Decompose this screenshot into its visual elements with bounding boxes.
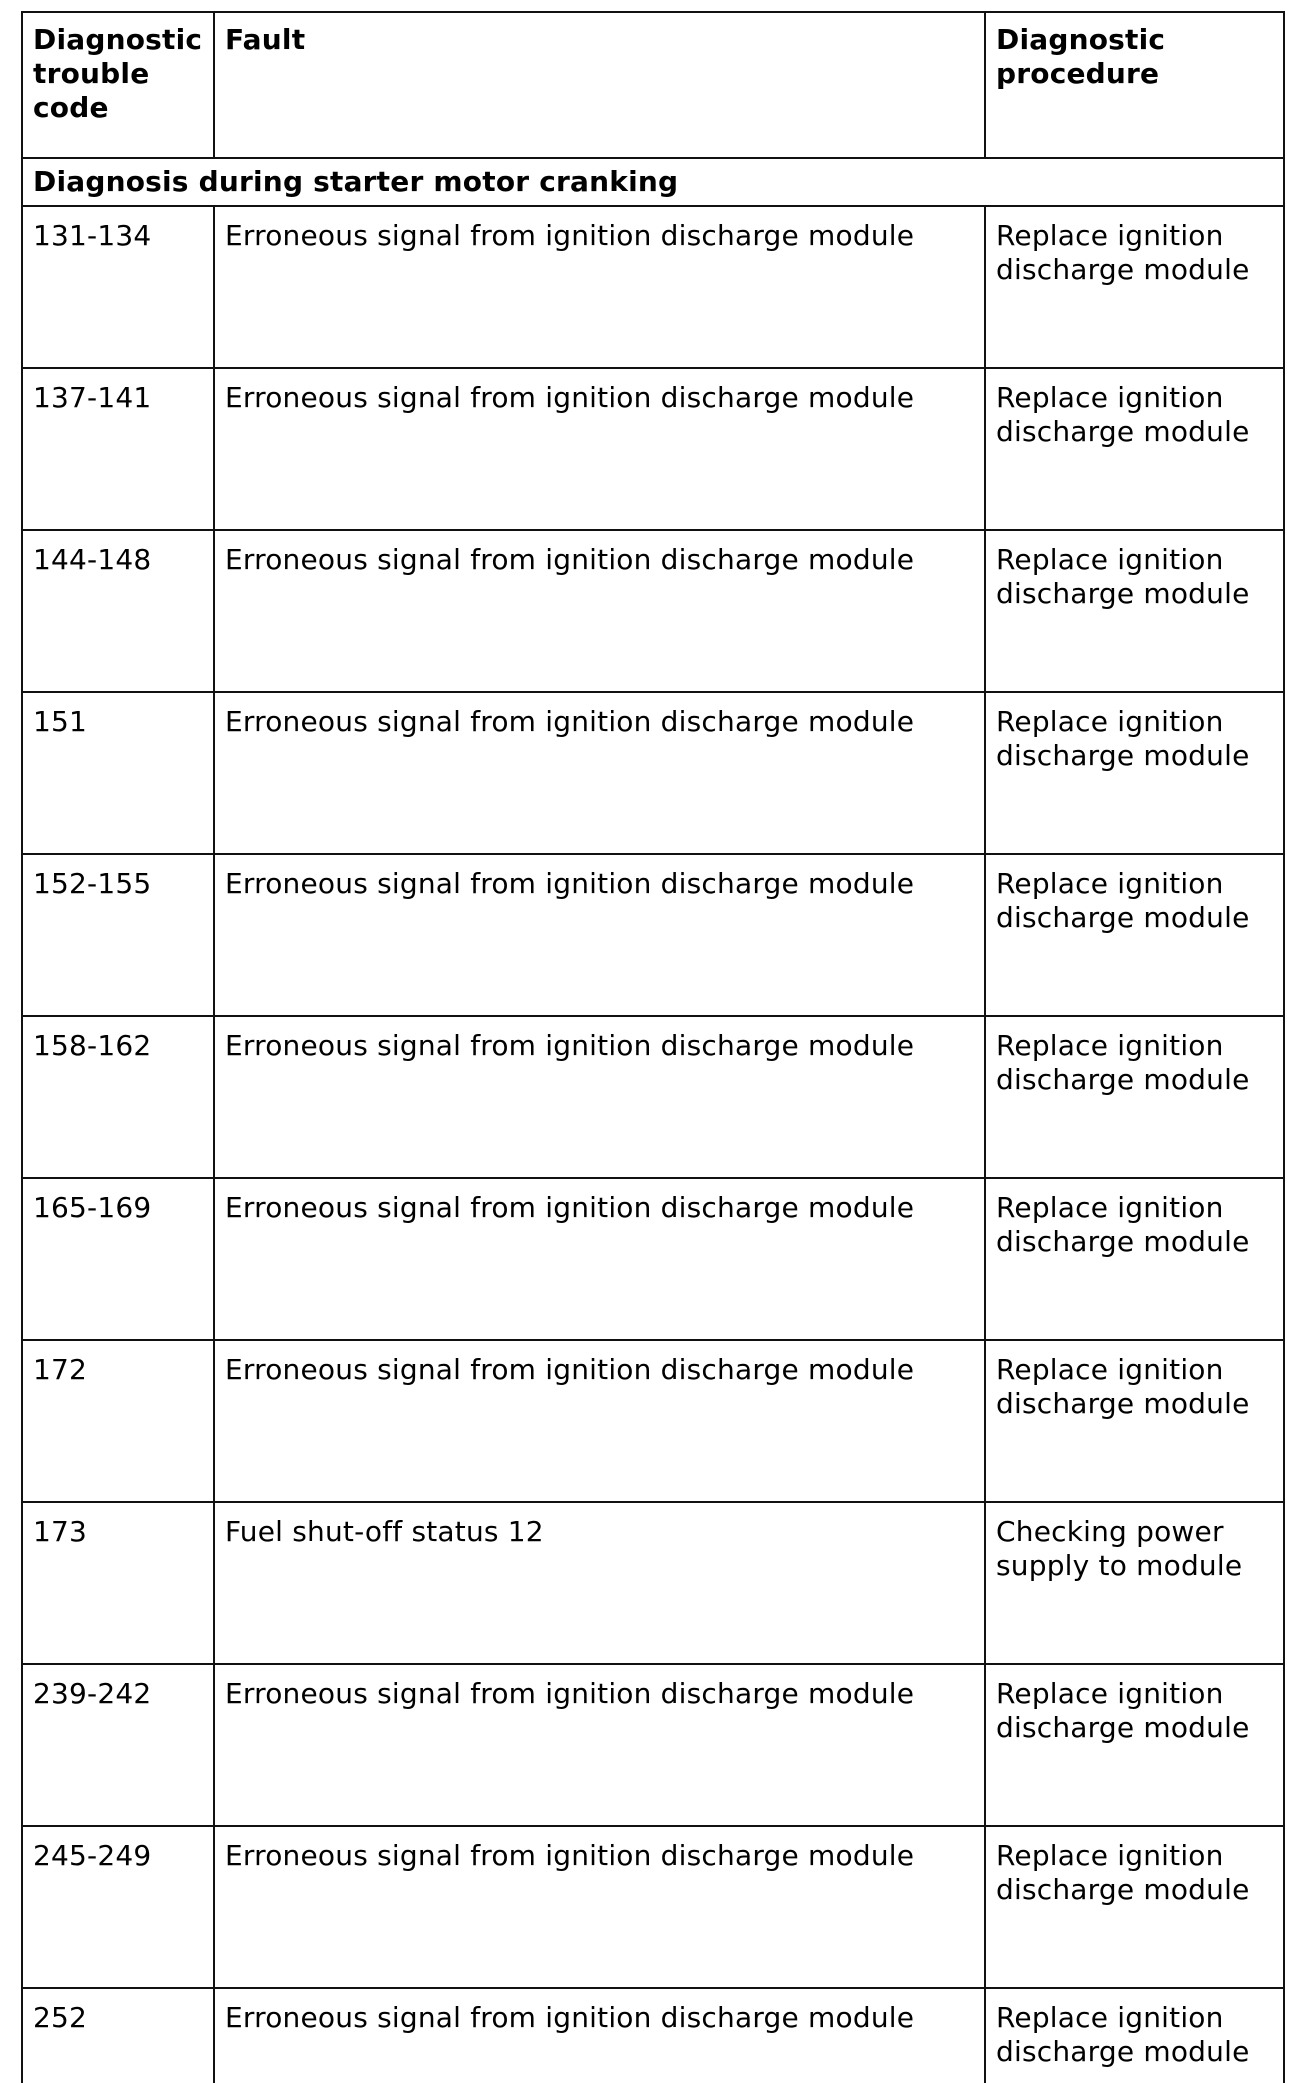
cell-code: 151	[22, 692, 214, 854]
table-row	[22, 1340, 1284, 1502]
diagnostic-trouble-code-table	[21, 11, 1285, 2083]
header-fault: Fault	[214, 12, 985, 158]
cell-fault: Erroneous signal from ignition discharge module	[214, 1016, 985, 1178]
cell-procedure: Checking power supply to module	[985, 1502, 1284, 1664]
cell-procedure: Replace ignition discharge module	[985, 1178, 1284, 1340]
cell-code: 239-242	[22, 1664, 214, 1826]
table-row	[22, 692, 1284, 854]
cell-code: 165-169	[22, 1178, 214, 1340]
cell-code: 245-249	[22, 1826, 214, 1988]
table-row	[22, 1664, 1284, 1826]
table-row	[22, 206, 1284, 368]
cell-fault: Erroneous signal from ignition discharge module	[214, 1664, 985, 1826]
cell-procedure: Replace ignition discharge module	[985, 1988, 1284, 2083]
cell-fault: Fuel shut-off status 12	[214, 1502, 985, 1664]
table-row	[22, 1016, 1284, 1178]
cell-code: 144-148	[22, 530, 214, 692]
table-row	[22, 530, 1284, 692]
section-title: Diagnosis during starter motor cranking	[22, 158, 1284, 206]
cell-fault: Erroneous signal from ignition discharge module	[214, 854, 985, 1016]
table-row	[22, 368, 1284, 530]
cell-procedure: Replace ignition discharge module	[985, 854, 1284, 1016]
cell-procedure: Replace ignition discharge module	[985, 206, 1284, 368]
cell-fault: Erroneous signal from ignition discharge module	[214, 1988, 985, 2083]
cell-procedure: Replace ignition discharge module	[985, 530, 1284, 692]
cell-fault: Erroneous signal from ignition discharge module	[214, 206, 985, 368]
header-code: Diagnostic trouble code	[22, 12, 214, 158]
cell-code: 252	[22, 1988, 214, 2083]
header-procedure: Diagnostic procedure	[985, 12, 1284, 158]
section-row	[22, 158, 1284, 206]
cell-fault: Erroneous signal from ignition discharge module	[214, 368, 985, 530]
cell-procedure: Replace ignition discharge module	[985, 1664, 1284, 1826]
table-row	[22, 1826, 1284, 1988]
cell-code: 172	[22, 1340, 214, 1502]
table-row	[22, 1502, 1284, 1664]
table-row	[22, 1988, 1284, 2083]
cell-procedure: Replace ignition discharge module	[985, 1826, 1284, 1988]
cell-code: 137-141	[22, 368, 214, 530]
cell-code: 152-155	[22, 854, 214, 1016]
cell-code: 158-162	[22, 1016, 214, 1178]
cell-code: 131-134	[22, 206, 214, 368]
table-header-row	[22, 12, 1284, 158]
cell-fault: Erroneous signal from ignition discharge module	[214, 692, 985, 854]
table-row	[22, 1178, 1284, 1340]
table-row	[22, 854, 1284, 1016]
cell-code: 173	[22, 1502, 214, 1664]
cell-fault: Erroneous signal from ignition discharge module	[214, 1826, 985, 1988]
cell-fault: Erroneous signal from ignition discharge module	[214, 530, 985, 692]
cell-fault: Erroneous signal from ignition discharge module	[214, 1178, 985, 1340]
cell-procedure: Replace ignition discharge module	[985, 368, 1284, 530]
cell-procedure: Replace ignition discharge module	[985, 1016, 1284, 1178]
cell-procedure: Replace ignition discharge module	[985, 692, 1284, 854]
cell-fault: Erroneous signal from ignition discharge module	[214, 1340, 985, 1502]
cell-procedure: Replace ignition discharge module	[985, 1340, 1284, 1502]
